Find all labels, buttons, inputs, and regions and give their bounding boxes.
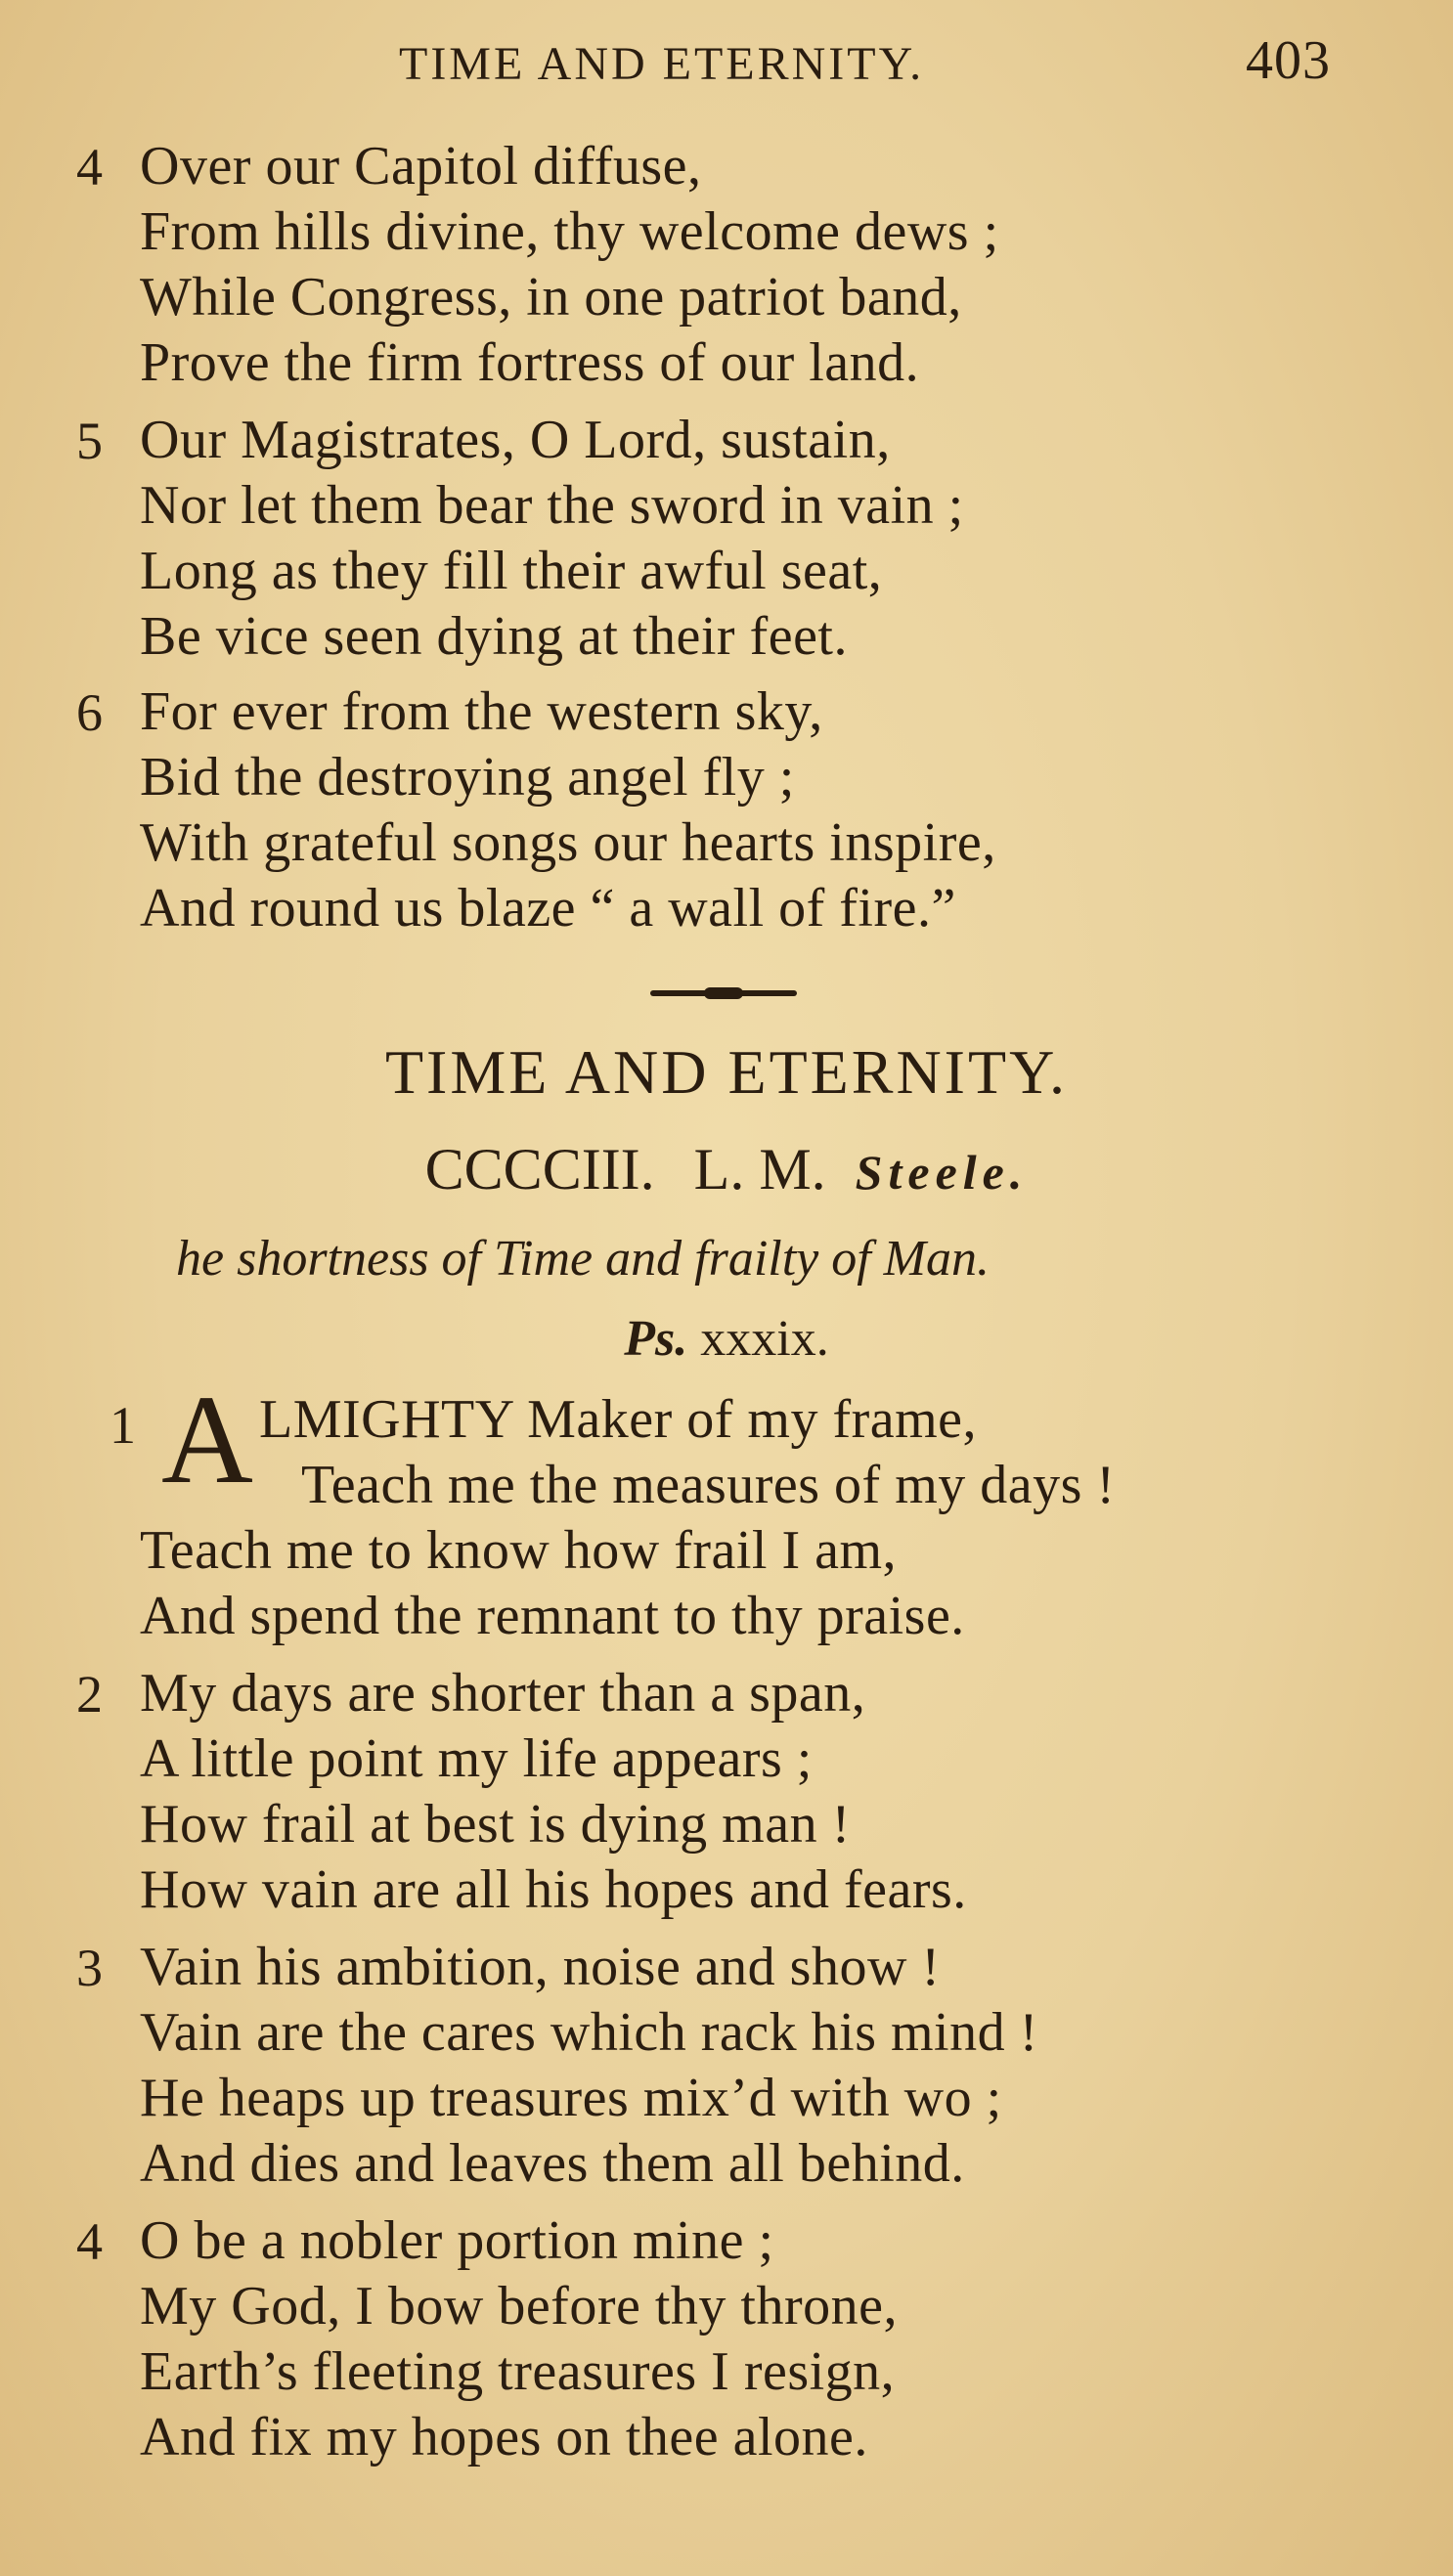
section-title: TIME AND ETERNITY. <box>384 1037 1069 1107</box>
verse-line: Vain his ambition, noise and show ! <box>140 1937 941 1997</box>
verse-number: 1 <box>110 1396 136 1455</box>
hymn-number: CCCCIII. <box>424 1137 655 1201</box>
drop-cap: A <box>161 1370 253 1510</box>
verse-number: 6 <box>76 683 103 742</box>
verse-line: From hills divine, thy welcome dews ; <box>140 201 999 262</box>
verse-number: 4 <box>76 138 103 196</box>
psalm-number: xxxix. <box>700 1311 829 1367</box>
verse-line: How vain are all his hopes and fears. <box>140 1859 967 1920</box>
verse-line: With grateful songs our hearts inspire, <box>140 812 996 873</box>
verse-line: And round us blaze “ a wall of fire.” <box>140 878 956 939</box>
verse-line: Our Magistrates, O Lord, sustain, <box>140 410 891 470</box>
verse-line: LMIGHTY Maker of my frame, <box>259 1389 978 1450</box>
section-divider <box>650 990 797 996</box>
running-title: TIME AND ETERNITY. <box>399 38 925 90</box>
verse-line: Long as they fill their awful seat, <box>140 541 883 601</box>
hymn-meter: L. M. <box>693 1137 826 1201</box>
verse-line: Be vice seen dying at their feet. <box>140 606 848 667</box>
verse-line: My days are shorter than a span, <box>140 1663 866 1724</box>
verse-line: Bid the destroying angel fly ; <box>140 747 795 808</box>
psalm-reference <box>0 1310 1453 1368</box>
verse-number: 3 <box>76 1939 103 1997</box>
verse-line: How frail at best is dying man ! <box>140 1794 851 1855</box>
verse-line: He heaps up treasures mix’d with wo ; <box>140 2068 1002 2128</box>
hymn-subtitle: he shortness of Time and frailty of Man. <box>176 1231 990 1287</box>
verse-line: Nor let them bear the sword in vain ; <box>140 475 964 536</box>
page-number: 403 <box>1246 30 1331 91</box>
verse-line: While Congress, in one patriot band, <box>140 267 962 327</box>
verse-line: Vain are the cares which rack his mind ! <box>140 2002 1038 2063</box>
verse-number: 2 <box>76 1665 103 1724</box>
verse-line: O be a nobler portion mine ; <box>140 2210 774 2271</box>
verse-line: Earth’s fleeting treasures I resign, <box>140 2341 896 2402</box>
verse-line: A little point my life appears ; <box>140 1728 813 1789</box>
verse-number: 5 <box>76 412 103 470</box>
verse-line: For ever from the western sky, <box>140 681 823 742</box>
verse-line: My God, I bow before thy throne, <box>140 2276 898 2336</box>
verse-line: Prove the firm fortress of our land. <box>140 332 920 393</box>
verse-line: Teach me to know how frail I am, <box>140 1520 898 1581</box>
psalm-prefix: Ps. <box>624 1311 688 1367</box>
verse-line: And fix my hopes on thee alone. <box>140 2407 868 2467</box>
hymn-author: Steele. <box>855 1145 1029 1200</box>
verse-line: And dies and leaves them all behind. <box>140 2133 965 2194</box>
verse-line: Over our Capitol diffuse, <box>140 136 702 196</box>
verse-line: And spend the remnant to thy praise. <box>140 1586 965 1646</box>
verse-number: 4 <box>76 2212 103 2271</box>
hymn-number-row <box>0 1136 1453 1203</box>
verse-line: Teach me the measures of my days ! <box>301 1455 1116 1515</box>
